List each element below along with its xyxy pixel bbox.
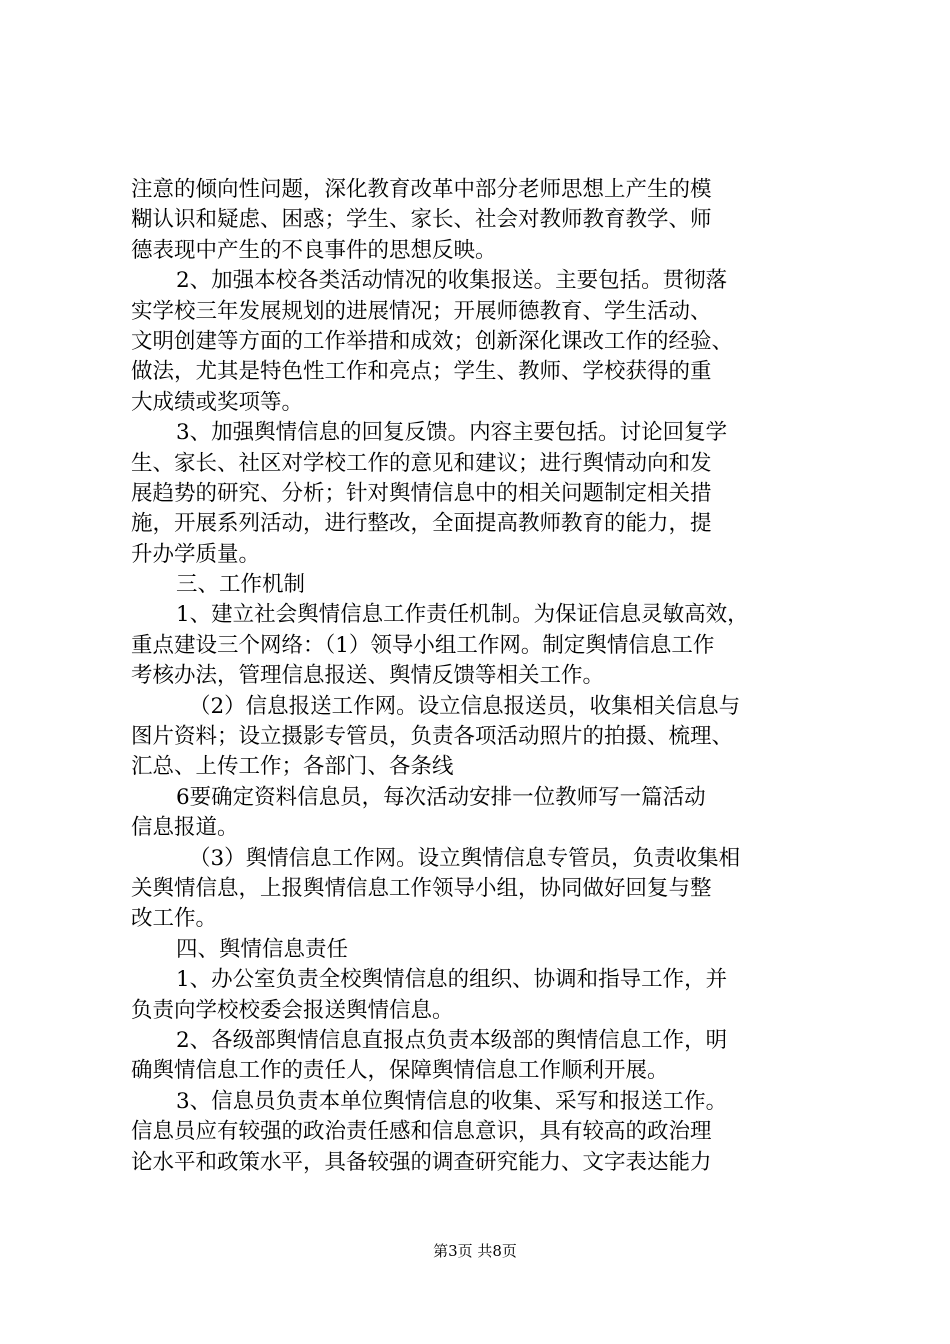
text-line: 做法，尤其是特色性工作和亮点；学生、教师、学校获得的重 [131,359,712,385]
text-line: 大成绩或奖项等。 [131,389,304,415]
text-line: 负责向学校校委会报送舆情信息。 [131,997,454,1023]
text-line: 3、加强舆情信息的回复反馈。内容主要包括。讨论回复学 [176,420,728,446]
text-line: 信息报道。 [131,815,239,841]
text-line: 糊认识和疑虑、困惑；学生、家长、社会对教师教育教学、师 [131,207,712,233]
text-line: 2、加强本校各类活动情况的收集报送。主要包括。贯彻落 [176,268,728,294]
text-line: （3）舆情信息工作网。设立舆情信息专管员，负责收集相 [189,845,741,871]
text-line: 考核办法，管理信息报送、舆情反馈等相关工作。 [131,663,605,689]
text-line: 四、舆情信息责任 [176,936,349,962]
text-line: 三、工作机制 [176,572,306,598]
page-footer: 第3页 共8页 [433,1242,517,1260]
text-line: 论水平和政策水平，具备较强的调查研究能力、文字表达能力 [131,1149,712,1175]
text-line: 3、信息员负责本单位舆情信息的收集、采写和报送工作。 [176,1088,728,1114]
text-line: 文明创建等方面的工作举措和成效；创新深化课改工作的经验、 [131,328,734,354]
text-line: 汇总、上传工作；各部门、各条线 [131,754,454,780]
text-line: 图片资料；设立摄影专管员，负责各项活动照片的拍摄、梳理、 [131,724,734,750]
text-line: 确舆情信息工作的责任人，保障舆情信息工作顺利开展。 [131,1058,669,1084]
document-body [131,175,831,1178]
text-line: 德表现中产生的不良事件的思想反映。 [131,237,497,263]
text-line: 信息员应有较强的政治责任感和信息意识，具有较高的政治理 [131,1119,712,1145]
text-line: 施，开展系列活动，进行整改，全面提高教师教育的能力，提 [131,511,712,537]
text-line: 关舆情信息，上报舆情信息工作领导小组，协同做好回复与整 [131,875,712,901]
text-line: （2）信息报送工作网。设立信息报送员，收集相关信息与 [189,693,741,719]
text-line: 重点建设三个网络：（1）领导小组工作网。制定舆情信息工作 [131,632,715,658]
text-line: 2、各级部舆情信息直报点负责本级部的舆情信息工作，明 [176,1027,728,1053]
text-line: 生、家长、社区对学校工作的意见和建议；进行舆情动向和发 [131,450,712,476]
text-line: 升办学质量。 [131,541,261,567]
text-line: 6要确定资料信息员，每次活动安排一位教师写一篇活动 [176,784,706,810]
text-line: 1、办公室负责全校舆情信息的组织、协调和指导工作，并 [176,967,728,993]
text-line: 1、建立社会舆情信息工作责任机制。为保证信息灵敏高效， [176,602,749,628]
text-line: 注意的倾向性问题，深化教育改革中部分老师思想上产生的模 [131,177,712,202]
text-line: 展趋势的研究、分析；针对舆情信息中的相关问题制定相关措 [131,480,712,506]
text-line: 改工作。 [131,906,218,932]
text-line: 实学校三年发展规划的进展情况；开展师德教育、学生活动、 [131,298,712,324]
